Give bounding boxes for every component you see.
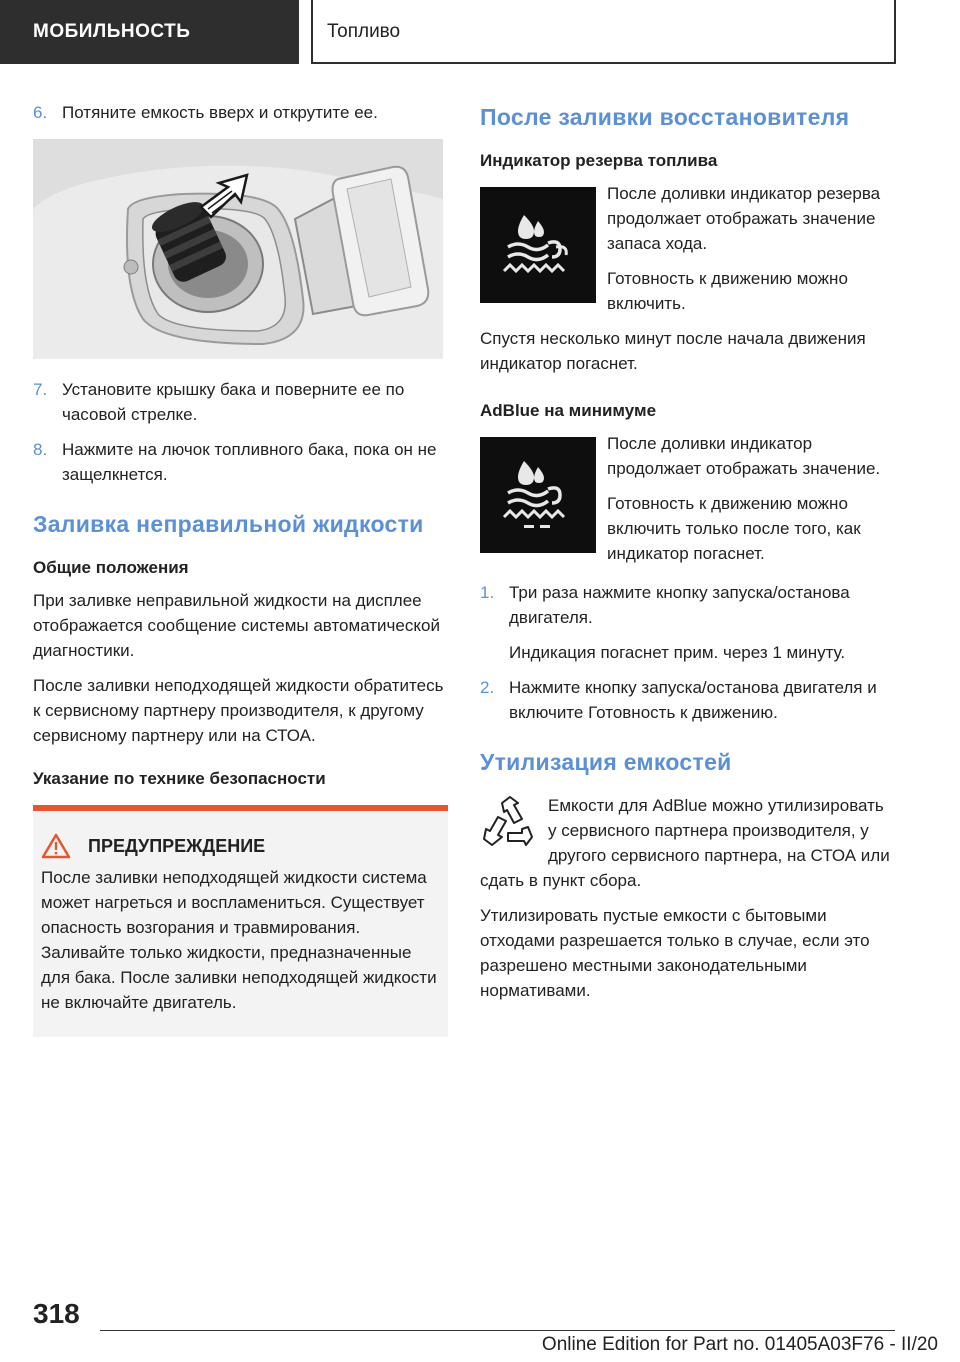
step-2 (480, 675, 895, 725)
paragraph: Готовность к движению можно включить. (607, 269, 848, 313)
paragraph: После доливки индикатор резерва продолжает отображать значение запаса хода. (607, 184, 881, 253)
page-header (0, 0, 960, 66)
step-1 (480, 580, 895, 630)
subheading-reserve: Индикатор резерва топлива (480, 151, 718, 170)
step-number: 6. (33, 103, 48, 122)
subheading-safety: Указание по технике безопасности (33, 769, 326, 788)
step-1-note: Индикация погаснет прим. через 1 минуту. (509, 643, 846, 662)
reserve-indicator-text (607, 181, 895, 316)
warning-triangle-icon (41, 833, 71, 859)
minimum-indicator-text (607, 431, 895, 566)
adblue-refill-icon (480, 187, 596, 303)
fuel-filler-illustration (33, 139, 443, 359)
step-7 (33, 377, 448, 427)
right-column (480, 100, 895, 1013)
minimum-indicator-row (480, 431, 895, 566)
step-text: Нажмите на лючок топливного бака, пока он не защелкнется. (62, 440, 437, 484)
reserve-indicator-row (480, 181, 895, 316)
subheading-minimum: AdBlue на минимуме (480, 401, 657, 420)
step-number: 1. (480, 583, 495, 602)
step-number: 8. (33, 440, 48, 459)
step-number: 2. (480, 678, 495, 697)
page-number: 318 (33, 1298, 80, 1329)
section-heading: Заливка неправильной жидкости (33, 511, 424, 537)
paragraph: Спустя несколько минут после начала движения индикатор погаснет. (480, 329, 866, 373)
edition-note: Online Edition for Part no. 01405A03F76 - II/20 (541, 1334, 938, 1355)
step-number: 7. (33, 380, 48, 399)
fuel-cap-photo (33, 139, 443, 359)
left-column (33, 100, 448, 1037)
warning-title (41, 833, 440, 859)
warning-text: После заливки неподходящей жидкости система может нагреться и воспламениться. Существует опасность возгорания и травмирования. Заливайте только жидкости, предназначенные для бака. После заливки неподходящей жидкости не включайте двигатель. (41, 868, 437, 1012)
section-heading: После заливки восстановителя (480, 104, 850, 130)
chapter-title: Топливо (311, 0, 896, 64)
warning-box (33, 805, 448, 1037)
recycle-icon (480, 793, 538, 855)
step-6 (33, 100, 448, 125)
step-text: Установите крышку бака и поверните ее по часовой стрелке. (62, 380, 405, 424)
paragraph: Утилизировать пустые емкости с бытовыми отходами разрешается только в случае, если это разрешено местными законодательными нормативами. (480, 906, 870, 1000)
section-tab: МОБИЛЬНОСТЬ (0, 0, 299, 64)
subheading-general: Общие положения (33, 558, 189, 577)
footer-divider (100, 1330, 895, 1331)
section-heading: Утилизация емкостей (480, 749, 732, 775)
adblue-minimum-icon (480, 437, 596, 553)
paragraph: Емкости для AdBlue можно утилизировать у сервисного партнера производителя, у другого сервисного партнера, на СТОА или сдать в пункт сбора. (480, 796, 890, 890)
paragraph: Готовность к движению можно включить только после того, как индикатор погаснет. (607, 494, 861, 563)
paragraph: После доливки индикатор продолжает отображать значение. (607, 434, 881, 478)
step-8 (33, 437, 448, 487)
step-text: Нажмите кнопку запуска/останова двигателя и включите Готовность к движению. (509, 678, 877, 722)
paragraph: После заливки неподходящей жидкости обратитесь к сервисному партнеру производителя, к другому сервисному партнеру или на СТОА. (33, 676, 444, 745)
warning-label: ПРЕДУПРЕЖДЕНИЕ (88, 836, 266, 856)
step-text: Три раза нажмите кнопку запуска/останова двигателя. (509, 583, 850, 627)
paragraph: При заливке неправильной жидкости на дисплее отображается сообщение системы автоматической диагностики. (33, 591, 440, 660)
disposal-block (480, 793, 895, 893)
step-text: Потяните емкость вверх и открутите ее. (62, 103, 378, 122)
